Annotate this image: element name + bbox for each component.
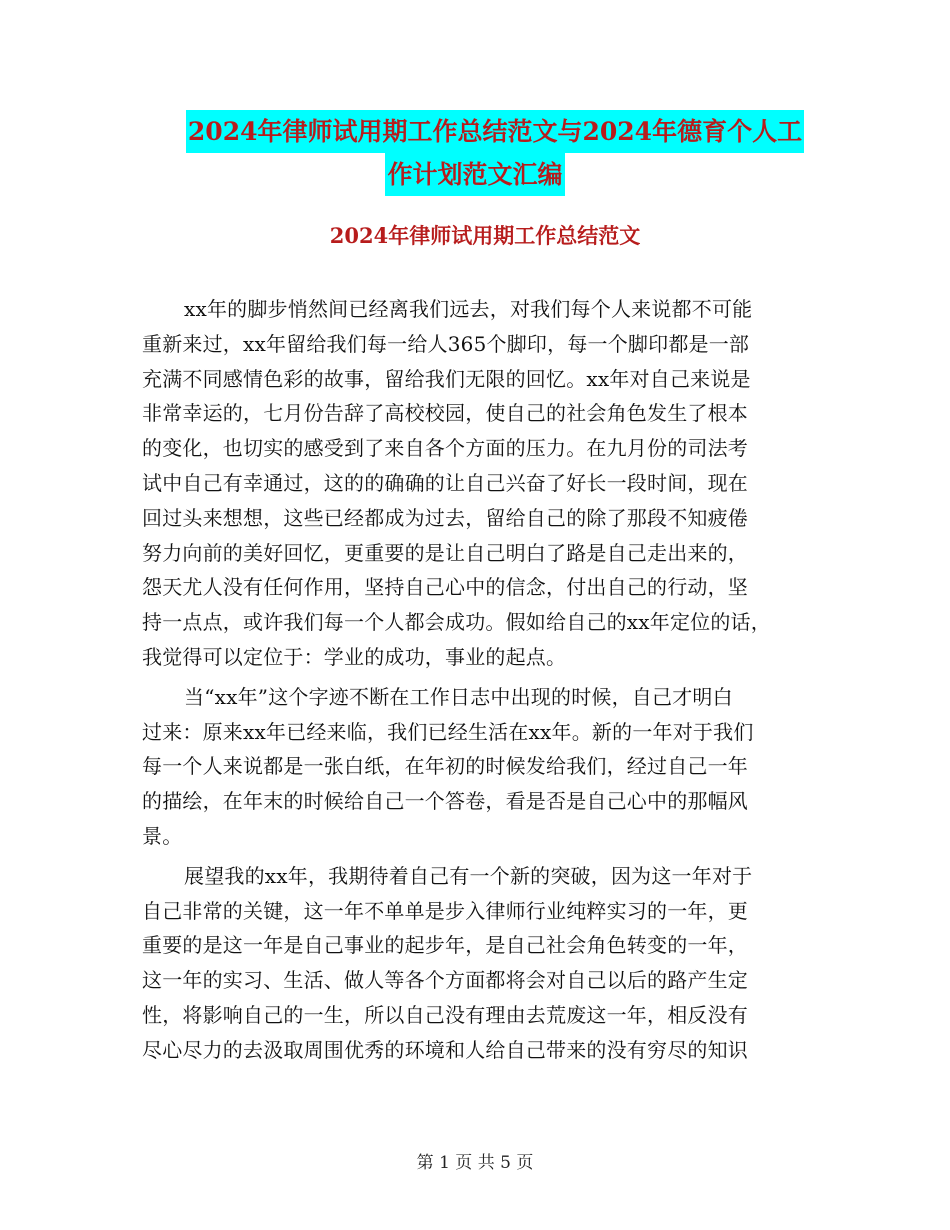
paragraph-line: 充满不同感情色彩的故事，留给我们无限的回忆。xx年对自己来说是 [142, 366, 751, 391]
paragraph-line: 这一年的实习、生活、做人等各个方面都将会对自己以后的路产生定 [142, 968, 748, 993]
paragraph-line: 努力向前的美好回忆，更重要的是让自己明白了路是自己走出来的， [142, 540, 748, 565]
paragraph-line: 持一点点，或许我们每一个人都会成功。假如给自己的xx年定位的话， [142, 610, 771, 635]
paragraph-line: 尽心尽力的去汲取周围优秀的环境和人给自己带来的没有穷尽的知识 [142, 1037, 748, 1062]
page-footer: 第 1 页 共 5 页 [416, 1153, 534, 1173]
paragraph-line: 回过头来想想，这些已经都成为过去，留给自己的除了那段不知疲倦 [142, 505, 748, 530]
section-heading: 2024年律师试用期工作总结范文 [329, 223, 641, 248]
paragraph-line: 当“xx年”这个字迹不断在工作日志中出现的时候，自己才明白 [184, 684, 733, 709]
paragraph-line: 的变化，也切实的感受到了来自各个方面的压力。在九月份的司法考 [142, 436, 748, 461]
paragraph-line: 景。 [142, 823, 183, 848]
paragraph-3 [142, 859, 814, 1068]
paragraph-2 [142, 680, 814, 854]
paragraph-line: 非常幸运的，七月份告辞了高校校园，使自己的社会角色发生了根本 [142, 401, 748, 426]
paragraph-line: 的描绘，在年末的时候给自己一个答卷，看是否是自己心中的那幅风 [142, 789, 748, 814]
paragraph-line: 重新来过，xx年留给我们每一给人365个脚印，每一个脚印都是一部 [142, 331, 750, 356]
paragraph-line: 性，将影响自己的一生，所以自己没有理由去荒废这一年，相反没有 [142, 1002, 748, 1027]
paragraph-line: 我觉得可以定位于：学业的成功，事业的起点。 [142, 644, 567, 669]
paragraph-line: 展望我的xx年，我期待着自己有一个新的突破，因为这一年对于 [184, 863, 753, 888]
document-title-line-1: 2024年律师试用期工作总结范文与2024年德育个人工 [186, 110, 804, 153]
paragraph-line: 自己非常的关键，这一年不单单是步入律师行业纯粹实习的一年，更 [142, 898, 748, 923]
document-title-line-2: 作计划范文汇编 [385, 153, 564, 196]
paragraph-line: 过来：原来xx年已经来临，我们已经生活在xx年。新的一年对于我们 [142, 719, 754, 744]
paragraph-line: 重要的是这一年是自己事业的起步年，是自己社会角色转变的一年， [142, 933, 748, 958]
paragraph-line: xx年的脚步悄然间已经离我们远去，对我们每个人来说都不可能 [184, 297, 753, 321]
paragraph-1 [142, 292, 814, 675]
paragraph-line: 试中自己有幸通过，这的的确确的让自己兴奋了好长一段时间，现在 [142, 470, 748, 495]
document-body [142, 292, 814, 1073]
paragraph-line: 每一个人来说都是一张白纸，在年初的时候发给我们，经过自己一年 [142, 754, 748, 779]
paragraph-line: 怨天尤人没有任何作用，坚持自己心中的信念，付出自己的行动，坚 [142, 575, 748, 600]
document-title [0, 110, 950, 196]
